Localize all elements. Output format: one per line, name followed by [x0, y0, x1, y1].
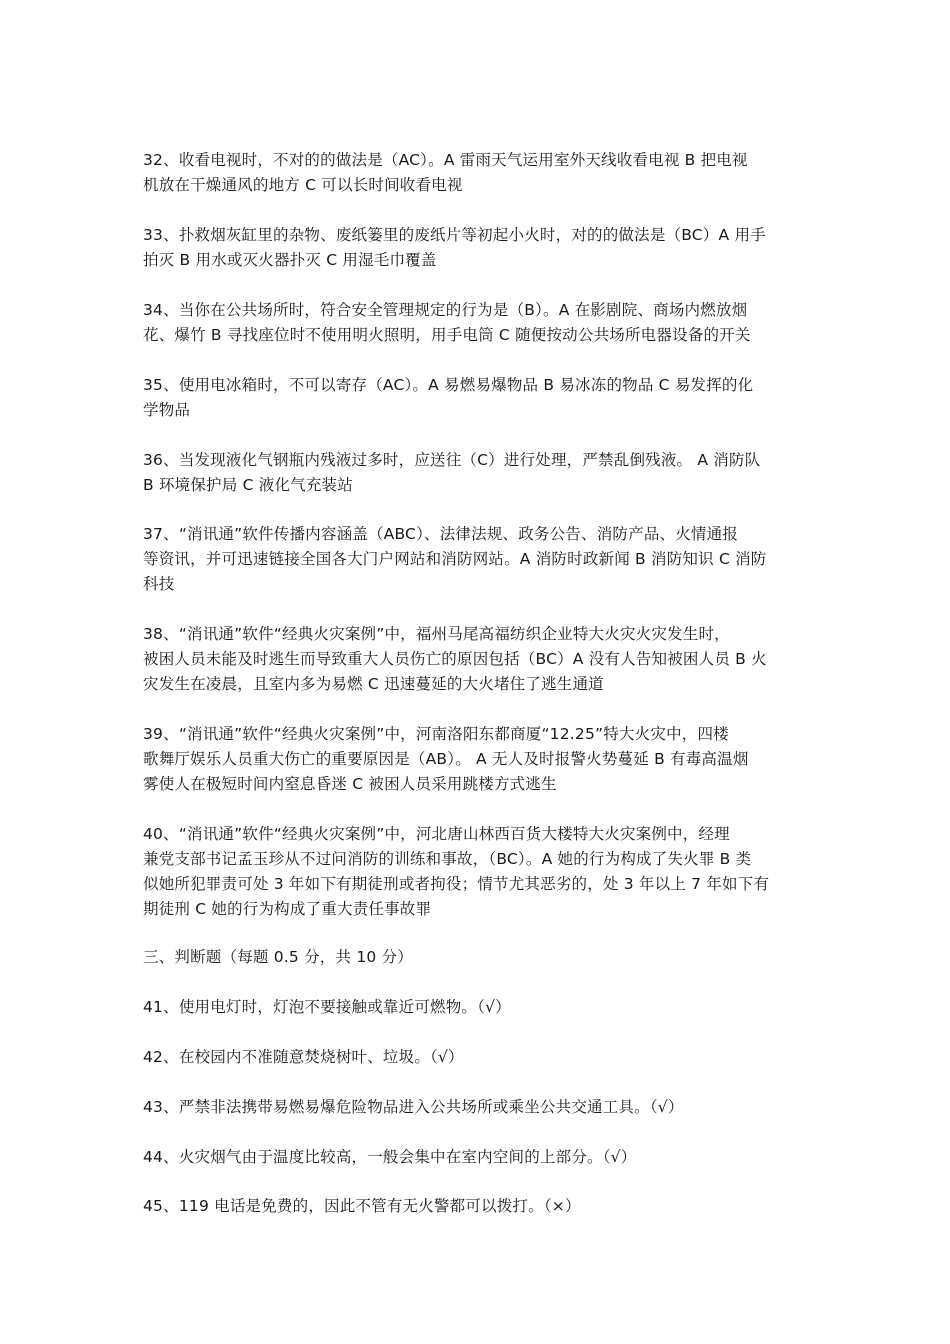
question-line: 33、扑救烟灰缸里的杂物、废纸篓里的废纸片等初起小火时，对的的做法是（BC）A 用手 [143, 226, 766, 244]
question-line: 32、收看电视时，不对的的做法是（AC）。A 雷雨天气运用室外天线收看电视 B 把电视 [143, 151, 748, 169]
question-33 [143, 223, 811, 273]
judgment-43 [143, 1095, 811, 1120]
question-line: 机放在干燥通风的地方 C 可以长时间收看电视 [143, 176, 463, 194]
question-39 [143, 722, 811, 797]
question-line: 被困人员未能及时逃生而导致重大人员伤亡的原因包括（BC）A 没有人告知被困人员 B 火 [143, 650, 767, 668]
judgment-line: 44、火灾烟气由于温度比较高，一般会集中在室内空间的上部分。（√） [143, 1148, 637, 1166]
question-38 [143, 622, 811, 697]
question-line: 学物品 [143, 401, 191, 419]
question-34 [143, 298, 811, 348]
question-35 [143, 373, 811, 423]
judgment-line: 42、在校园内不准随意焚烧树叶、垃圾。（√） [143, 1048, 464, 1066]
question-line: 似她所犯罪责可处 3 年如下有期徒刑或者拘役；情节尤其恶劣的，处 3 年以上 7 年如下有 [143, 875, 770, 893]
section-title [143, 945, 811, 970]
judgment-line: 45、119 电话是免费的，因此不管有无火警都可以拨打。（×） [143, 1197, 581, 1215]
question-36 [143, 448, 811, 498]
question-line: 花、爆竹 B 寻找座位时不使用明火照明，用手电筒 C 随便按动公共场所电器设备的开关 [143, 326, 751, 344]
section-title-text: 三、判断题（每题 0.5 分，共 10 分） [143, 948, 413, 966]
question-line: 拍灭 B 用水或灭火器扑灭 C 用湿毛巾覆盖 [143, 251, 437, 269]
question-line: 雾使人在极短时间内窒息昏迷 C 被困人员采用跳楼方式逃生 [143, 775, 557, 793]
question-line: 39、“消讯通”软件“经典火灾案例”中，河南洛阳东都商厦“12.25”特大火灾中，四楼 [143, 725, 729, 743]
question-line: 期徒刑 C 她的行为构成了重大责任事故罪 [143, 900, 432, 918]
question-line: 38、“消讯通”软件“经典火灾案例”中，福州马尾高福纺织企业特大火灾火灾发生时， [143, 625, 730, 643]
question-line: 兼党支部书记孟玉珍从不过问消防的训练和事故，（BC）。A 她的行为构成了失火罪 B 类 [143, 850, 752, 868]
question-line: 歌舞厅娱乐人员重大伤亡的重要原因是（AB）。 A 无人及时报警火势蔓延 B 有毒高温烟 [143, 750, 749, 768]
question-line: 40、“消讯通”软件“经典火灾案例”中，河北唐山林西百货大楼特大火灾案例中，经理 [143, 825, 730, 843]
judgment-44 [143, 1145, 811, 1170]
question-37 [143, 522, 811, 597]
judgment-45 [143, 1194, 811, 1219]
question-line: B 环境保护局 C 液化气充装站 [143, 476, 353, 494]
judgment-42 [143, 1045, 811, 1070]
question-line: 科技 [143, 575, 175, 593]
judgment-line: 41、使用电灯时，灯泡不要接触或靠近可燃物。（√） [143, 998, 511, 1016]
question-40 [143, 822, 811, 922]
question-line: 37、“消讯通”软件传播内容涵盖（ABC）、法律法规、政务公告、消防产品、火情通报 [143, 525, 739, 543]
question-line: 34、当你在公共场所时，符合安全管理规定的行为是（B）。A 在影剧院、商场内燃放烟 [143, 301, 748, 319]
question-line: 等资讯，并可迅速链接全国各大门户网站和消防网站。A 消防时政新闻 B 消防知识 C 消防 [143, 550, 767, 568]
judgment-line: 43、严禁非法携带易燃易爆危险物品进入公共场所或乘坐公共交通工具。（√） [143, 1098, 684, 1116]
question-line: 灾发生在凌晨，且室内多为易燃 C 迅速蔓延的大火堵住了逃生通道 [143, 675, 604, 693]
judgment-41 [143, 995, 811, 1020]
question-32 [143, 148, 811, 198]
question-line: 35、使用电冰箱时，不可以寄存（AC）。A 易燃易爆物品 B 易冰冻的物品 C 易发挥的化 [143, 376, 754, 394]
question-line: 36、当发现液化气钢瓶内残液过多时，应送往（C）进行处理，严禁乱倒残液。 A 消防队 [143, 451, 761, 469]
